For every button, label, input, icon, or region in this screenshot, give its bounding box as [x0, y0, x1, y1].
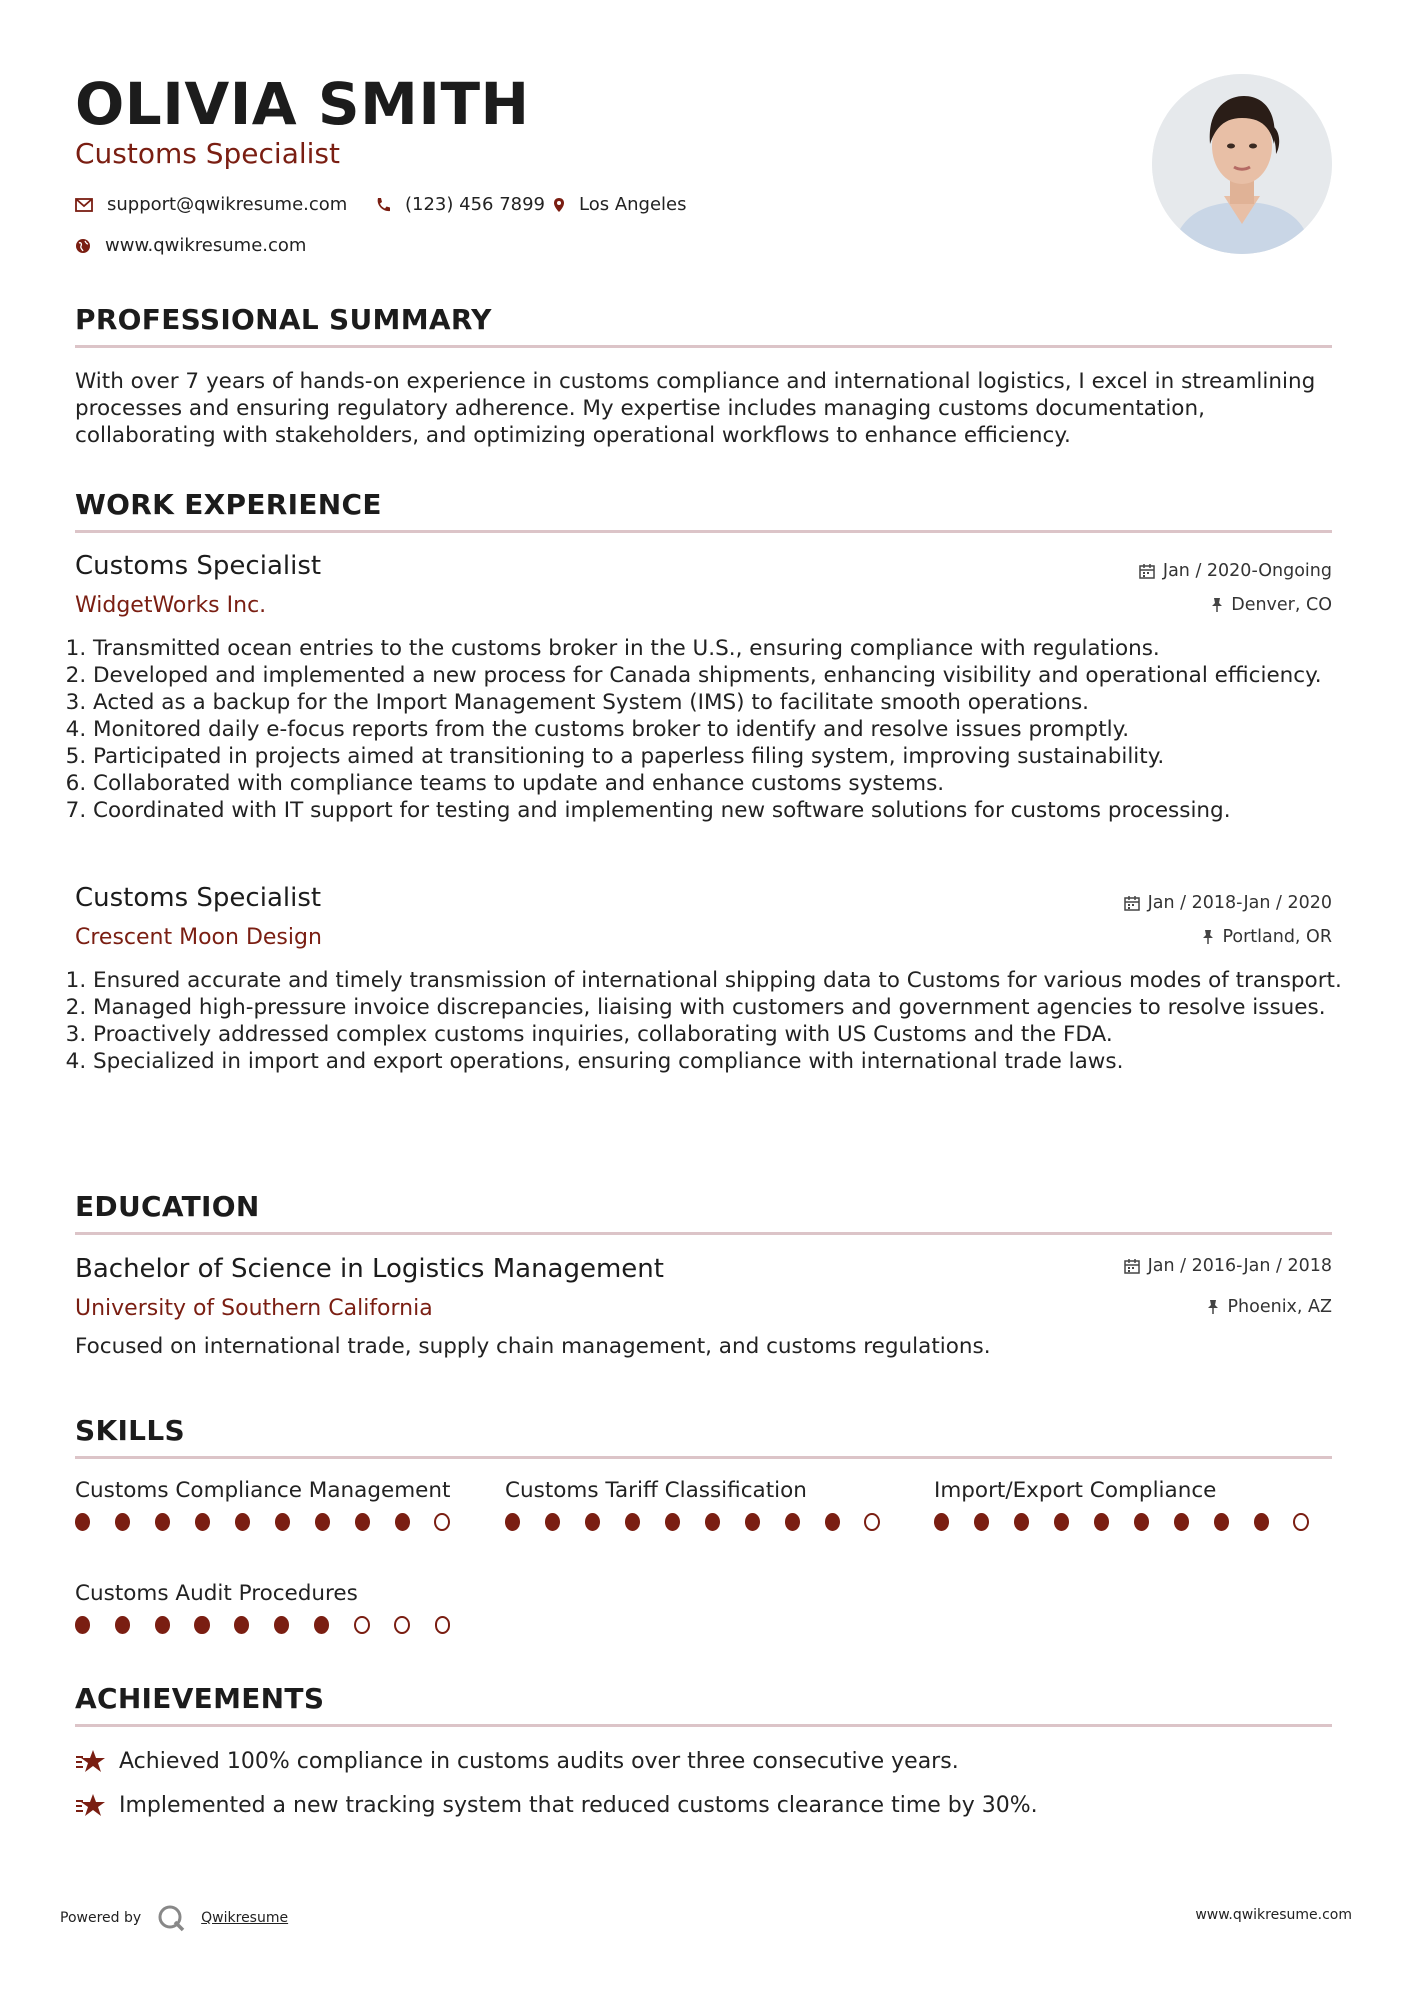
- education-divider: [75, 1232, 1332, 1235]
- education-degree: Bachelor of Science in Logistics Management: [75, 1254, 664, 1284]
- job-2-location: [1202, 927, 1332, 947]
- map-pin-icon: [553, 197, 565, 213]
- summary-heading: PROFESSIONAL SUMMARY: [75, 303, 492, 336]
- job-1-location-text: Denver, CO: [1231, 595, 1332, 615]
- rating-dot-filled: [115, 1616, 130, 1634]
- pushpin-icon: [1207, 1299, 1219, 1315]
- calendar-icon: [1124, 1258, 1140, 1274]
- globe-icon: [75, 238, 91, 254]
- rating-dot-filled: [665, 1513, 680, 1531]
- education-school: University of Southern California: [75, 1296, 433, 1321]
- list-item: 3. Proactively addressed complex customs inquiries, collaborating with US Customs and the FDA.: [93, 1021, 1343, 1048]
- education-date-text: Jan / 2016-Jan / 2018: [1147, 1256, 1332, 1276]
- achievement-text: Implemented a new tracking system that reduced customs clearance time by 30%.: [119, 1792, 1038, 1818]
- job-1-location: [1211, 595, 1332, 615]
- achievements-divider: [75, 1724, 1332, 1727]
- rating-dot-filled: [785, 1513, 800, 1531]
- skills-heading: SKILLS: [75, 1414, 185, 1447]
- rating-dot-filled: [115, 1513, 130, 1531]
- website-text: www.qwikresume.com: [105, 235, 307, 256]
- rating-dot-filled: [195, 1513, 210, 1531]
- skill-item: [75, 1580, 475, 1634]
- job-1-date: [1139, 561, 1332, 581]
- job-1-title: Customs Specialist: [75, 551, 322, 581]
- list-item: 4. Specialized in import and export operations, ensuring compliance with international trade laws.: [93, 1048, 1343, 1075]
- list-item: 2. Developed and implemented a new process for Canada shipments, enhancing visibility and operational efficiency.: [93, 662, 1343, 689]
- list-item: 6. Collaborated with compliance teams to update and enhance customs systems.: [93, 770, 1343, 797]
- phone-icon: [375, 197, 391, 213]
- skill-name: Import/Export Compliance: [934, 1478, 1217, 1503]
- list-item: 2. Managed high-pressure invoice discrepancies, liaising with customers and government agencies to resolve issues.: [93, 994, 1343, 1021]
- rating-dot-filled: [505, 1513, 520, 1531]
- education-heading: EDUCATION: [75, 1190, 260, 1223]
- list-item: 1. Ensured accurate and timely transmission of international shipping data to Customs for various modes of transport.: [93, 967, 1343, 994]
- list-item: 4. Monitored daily e-focus reports from the customs broker to identify and resolve issues promptly.: [93, 716, 1343, 743]
- rating-dot-filled: [1134, 1513, 1149, 1531]
- skill-item: [505, 1477, 905, 1531]
- calendar-icon: [1139, 563, 1155, 579]
- calendar-icon: [1124, 895, 1140, 911]
- skill-item: [934, 1477, 1334, 1531]
- profile-photo: [1152, 74, 1332, 254]
- rating-dot-filled: [545, 1513, 560, 1531]
- rating-dot-filled: [1214, 1513, 1229, 1531]
- achievements-heading: ACHIEVEMENTS: [75, 1682, 325, 1715]
- skills-divider: [75, 1456, 1332, 1459]
- candidate-role: Customs Specialist: [75, 137, 340, 170]
- rating-dot-filled: [1174, 1513, 1189, 1531]
- rating-dot-empty: [1293, 1513, 1309, 1531]
- rating-dot-filled: [585, 1513, 600, 1531]
- education-location: [1207, 1297, 1332, 1317]
- skill-name: Customs Tariff Classification: [505, 1478, 807, 1503]
- rating-dot-filled: [1094, 1513, 1109, 1531]
- star-badge-icon: [75, 1792, 107, 1818]
- rating-dot-filled: [825, 1513, 840, 1531]
- rating-dot-filled: [315, 1513, 330, 1531]
- rating-dot-filled: [1054, 1513, 1069, 1531]
- phone-text: (123) 456 7899: [405, 194, 546, 215]
- rating-dot-empty: [354, 1616, 370, 1634]
- education-location-text: Phoenix, AZ: [1227, 1297, 1332, 1317]
- rating-dot-empty: [435, 1616, 451, 1634]
- rating-dot-filled: [934, 1513, 949, 1531]
- rating-dot-filled: [75, 1513, 90, 1531]
- skill-rating: [934, 1513, 1334, 1531]
- job-2-date: [1124, 893, 1332, 913]
- job-2-date-text: Jan / 2018-Jan / 2020: [1147, 893, 1332, 913]
- experience-heading: WORK EXPERIENCE: [75, 488, 382, 521]
- list-item: 7. Coordinated with IT support for testing and implementing new software solutions for customs processing.: [93, 797, 1343, 824]
- rating-dot-empty: [394, 1616, 410, 1634]
- contact-email[interactable]: [75, 194, 347, 215]
- contact-website[interactable]: [75, 235, 306, 256]
- job-1-bullets: [75, 635, 1343, 824]
- contact-phone[interactable]: [375, 194, 545, 215]
- achievement-item: [75, 1748, 959, 1774]
- job-2-title: Customs Specialist: [75, 883, 322, 913]
- list-item: 1. Transmitted ocean entries to the customs broker in the U.S., ensuring compliance with regulations.: [93, 635, 1343, 662]
- brand-link[interactable]: Qwikresume: [201, 1910, 289, 1926]
- location-text: Los Angeles: [579, 194, 687, 215]
- rating-dot-filled: [314, 1616, 329, 1634]
- star-badge-icon: [75, 1748, 107, 1774]
- skill-rating: [505, 1513, 905, 1531]
- job-2-company: Crescent Moon Design: [75, 925, 322, 950]
- job-2-location-text: Portland, OR: [1222, 927, 1332, 947]
- footer-site-link[interactable]: www.qwikresume.com: [1195, 1907, 1352, 1923]
- rating-dot-filled: [275, 1513, 290, 1531]
- rating-dot-filled: [395, 1513, 410, 1531]
- skill-rating: [75, 1616, 475, 1634]
- footer-powered-by: [60, 1903, 288, 1933]
- list-item: 3. Acted as a backup for the Import Management System (IMS) to facilitate smooth operations.: [93, 689, 1343, 716]
- job-1-company: WidgetWorks Inc.: [75, 593, 267, 618]
- education-date: [1124, 1256, 1332, 1276]
- candidate-name: OLIVIA SMITH: [75, 70, 530, 138]
- pushpin-icon: [1202, 929, 1214, 945]
- rating-dot-filled: [355, 1513, 370, 1531]
- powered-by-label: Powered by: [60, 1910, 142, 1926]
- rating-dot-filled: [625, 1513, 640, 1531]
- rating-dot-filled: [1014, 1513, 1029, 1531]
- education-description: Focused on international trade, supply chain management, and customs regulations.: [75, 1334, 991, 1359]
- rating-dot-filled: [194, 1616, 209, 1634]
- rating-dot-filled: [974, 1513, 989, 1531]
- skill-item: [75, 1477, 475, 1531]
- rating-dot-filled: [705, 1513, 720, 1531]
- summary-divider: [75, 345, 1332, 348]
- rating-dot-empty: [434, 1513, 450, 1531]
- rating-dot-filled: [155, 1616, 170, 1634]
- rating-dot-filled: [745, 1513, 760, 1531]
- rating-dot-filled: [274, 1616, 289, 1634]
- rating-dot-filled: [155, 1513, 170, 1531]
- envelope-icon: [75, 198, 93, 212]
- experience-divider: [75, 530, 1332, 533]
- skill-rating: [75, 1513, 475, 1531]
- achievement-text: Achieved 100% compliance in customs audits over three consecutive years.: [119, 1748, 959, 1774]
- rating-dot-filled: [235, 1513, 250, 1531]
- achievement-item: [75, 1792, 1038, 1818]
- rating-dot-filled: [234, 1616, 249, 1634]
- rating-dot-filled: [75, 1616, 90, 1634]
- skill-name: Customs Compliance Management: [75, 1478, 451, 1503]
- job-1-date-text: Jan / 2020-Ongoing: [1162, 561, 1332, 581]
- summary-text: With over 7 years of hands-on experience in customs compliance and international logistics, I excel in streamlining processes and ensuring regulatory adherence. My expertise includes managing customs documentation, collaborating with stakeholders, and optimizing operational workflows to enhance efficiency.: [75, 369, 1316, 448]
- email-text: support@qwikresume.com: [107, 194, 348, 215]
- rating-dot-empty: [864, 1513, 880, 1531]
- qwikresume-logo-icon: [155, 1903, 187, 1933]
- pushpin-icon: [1211, 597, 1223, 613]
- list-item: 5. Participated in projects aimed at transitioning to a paperless filing system, improving sustainability.: [93, 743, 1343, 770]
- job-2-bullets: [75, 967, 1343, 1075]
- skill-name: Customs Audit Procedures: [75, 1581, 358, 1606]
- contact-location: [553, 194, 687, 215]
- rating-dot-filled: [1254, 1513, 1269, 1531]
